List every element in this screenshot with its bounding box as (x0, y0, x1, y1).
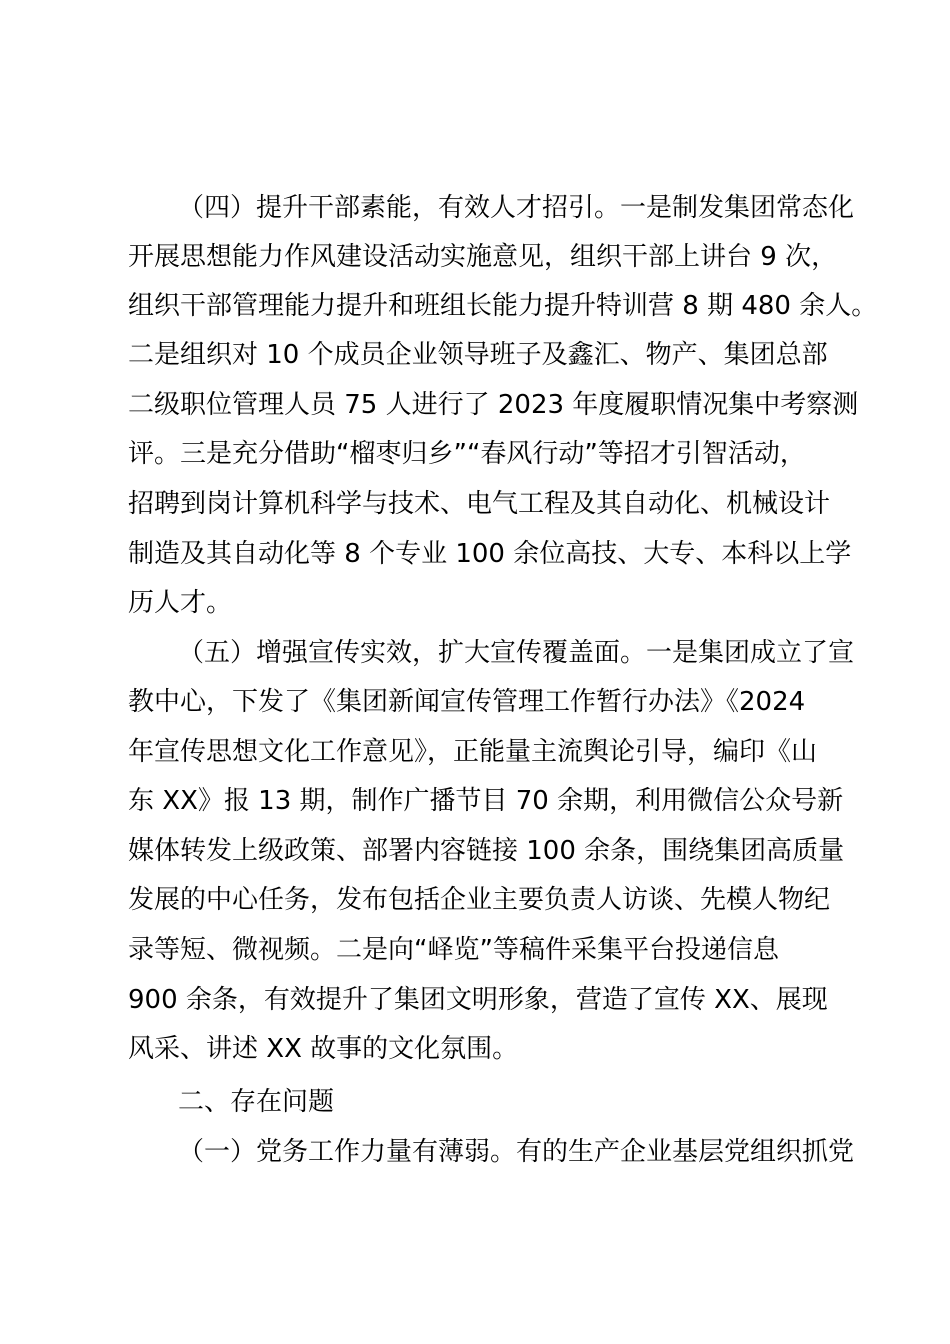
paragraph-four-line-8: 制造及其自动化等 8 个专业 100 余位高技、大专、本科以上学 (128, 539, 852, 569)
paragraph-five-line-4: 东 XX》报 13 期，制作广播节目 70 余期，利用微信公众号新 (128, 786, 844, 816)
paragraph-five-line-8: 900 余条，有效提升了集团文明形象，营造了宣传 XX、展现 (128, 985, 828, 1015)
paragraph-four-line-6: 评。三是充分借助“榴枣归乡”“春风行动”等招才引智活动， (128, 439, 806, 469)
paragraph-five-line-6: 发展的中心任务，发布包括企业主要负责人访谈、先模人物纪 (128, 885, 831, 915)
paragraph-five-line-5: 媒体转发上级政策、部署内容链接 100 余条，围绕集团高质量 (128, 836, 845, 866)
paragraph-four-line-9: 历人才。 (128, 588, 233, 618)
paragraph-five-line-2: 教中心，下发了《集团新闻宣传管理工作暂行办法》《2024 (128, 687, 806, 717)
paragraph-four-line-5: 二级职位管理人员 75 人进行了 2023 年度履职情况集中考察测 (128, 390, 859, 420)
paragraph-five-line-1: （五）增强宣传实效，扩大宣传覆盖面。一是集团成立了宣 (178, 638, 855, 668)
paragraph-four-line-4: 二是组织对 10 个成员企业领导班子及鑫汇、物产、集团总部 (128, 340, 828, 370)
paragraph-four-line-2: 开展思想能力作风建设活动实施意见，组织干部上讲台 9 次， (128, 242, 838, 272)
paragraph-four-line-1: （四）提升干部素能，有效人才招引。一是制发集团常态化 (178, 193, 855, 223)
paragraph-five-line-7: 录等短、微视频。二是向“峄览”等稿件采集平台投递信息 (128, 935, 779, 965)
section-heading-problems: 二、存在问题 (178, 1087, 335, 1117)
paragraph-five-line-9: 风采、讲述 XX 故事的文化氛围。 (128, 1034, 519, 1064)
paragraph-problem-one-line-1: （一）党务工作力量有薄弱。有的生产企业基层党组织抓党 (178, 1137, 855, 1167)
paragraph-four-line-7: 招聘到岗计算机科学与技术、电气工程及其自动化、机械设计 (128, 489, 831, 519)
paragraph-five-line-3: 年宣传思想文化工作意见》，正能量主流舆论引导，编印《山 (128, 737, 818, 767)
paragraph-four-line-3: 组织干部管理能力提升和班组长能力提升特训营 8 期 480 余人。 (128, 291, 878, 321)
